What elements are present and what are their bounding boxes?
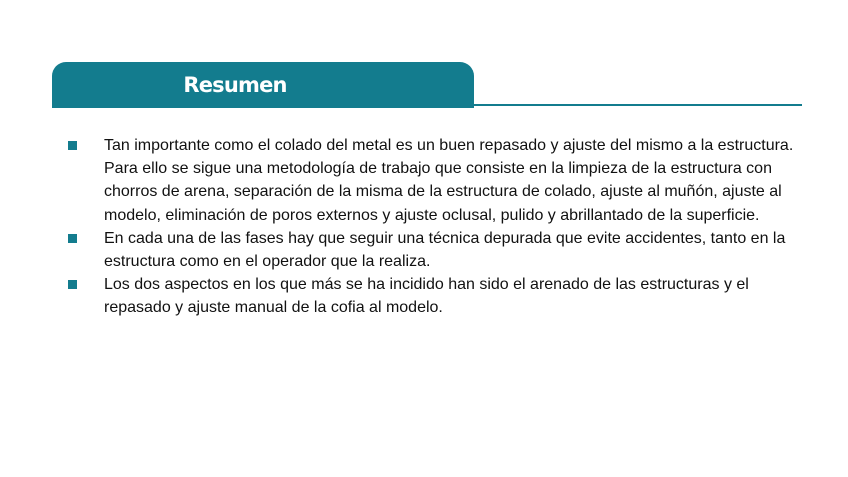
list-item (66, 273, 796, 319)
square-bullet-icon (68, 280, 77, 289)
square-bullet-icon (68, 234, 77, 243)
summary-title: Resumen (183, 73, 287, 97)
square-bullet-icon (68, 141, 77, 150)
list-item (66, 227, 796, 273)
summary-item-text: En cada una de las fases hay que seguir una técnica depurada que evite accidentes, tanto en la estructura como en el operador que la realiza. (104, 229, 786, 271)
summary-item-text: Los dos aspectos en los que más se ha incidido han sido el arenado de las estructuras y el repasado y ajuste manual de la cofia al modelo. (104, 276, 749, 317)
summary-list (66, 134, 796, 320)
header-divider (52, 104, 802, 106)
list-item (66, 134, 796, 227)
summary-item-text: Tan importante como el colado del metal es un buen repasado y ajuste del mismo a la estructura. Para ello se sigue una metodología de trabajo que consiste en la limpieza de la estructura con chorros de arena, separación de la misma de la estructura de colado, ajuste al muñón, ajuste al modelo, eliminación de poros externos y ajuste oclusal, pulido y abrillantado de la superficie. (104, 137, 794, 224)
summary-header-tab (52, 62, 474, 108)
